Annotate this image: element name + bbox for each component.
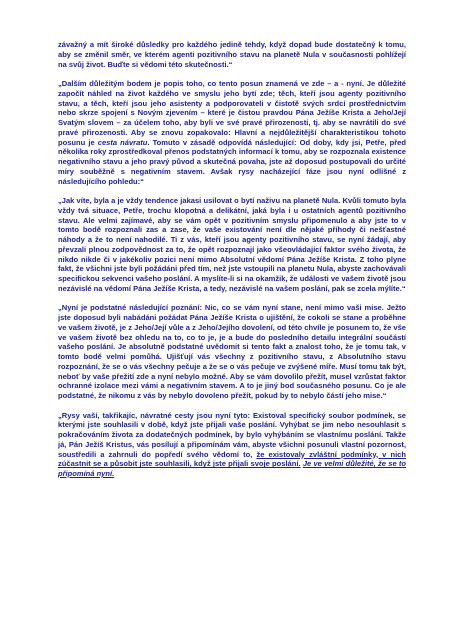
paragraph-1 (58, 40, 406, 69)
paragraph-text: „Nyní je podstatné následující poznání: Nic, co se vám nyní stane, není mimo vaši mise. Ježto jste doposud byli nabádáni požádat Pána Ježíše Krista o ujištění, že cokoli se stane a proběhne ve vašem životě, je z Jeho/Její vůle a z Jeho/Jejího dovolení, od této chvíle je posunem to, že vše ve vašem životě bez ohledu na to, co to je, je a bude do posledního detailu integrální součástí vašeho poslání. Je absolutně podstatné uvědomit si tento fakt a znalost toho, že je tomu tak, v tomto bodě velmi pomůhá. Ujišťují vás všechny z pozitivního stavu, z Absolutního stavu rozpoznání, že se o vás všechny pečuje a že se o vás pečuje ve zvýšené míře. Musí tomu tak být, neboť by vaše přežití zde a nyní nebylo možné. Aby se vám dovolilo přežít, musel vzrůstat faktor ochranné izolace mezi vámi a negativním stavem. A to je jiný bod současného posunu. Co je ale podstatné, že nikomu z vás by nebylo dovoleno přežít, pokud by to nebylo částí jeho mise.“ (58, 303, 406, 400)
paragraph-gap (58, 69, 406, 79)
paragraph-2 (58, 79, 406, 186)
paragraph-gap (58, 401, 406, 411)
paragraph-3 (58, 196, 406, 294)
paragraph-text: . Tomuto v zásadě odpovídá následující: Od doby, kdy jsi, Petře, před několika roky zprostředkoval přenos podstatných informací k tomu, aby se rozpoznala existence negativního stavu a jeho pravý původ a skutečná povaha, jste až doposud postupovali do určité míry souběžně s negativním stavem. Avšak rysy nacházející fáze jsou nyní odlišné z následujícího pohledu:“ (58, 137, 406, 186)
paragraph-text: „Dalším důležitým bodem je popis toho, co tento posun znamená ve zde – a - nyní. Je důležité započít náhled na život každého ve smyslu jeho bytí zde; těch, kteří jsou agenty pozitivního stavu, a těch, kteří jsou jeho asistenty a podporovateli v čistotě svých srdcí prostřednictvím nebo skrze spojení s Novým zjevením – které je čistou pravdou Pána Ježíše Krista a Jeho/Její Svatým slovem – za účelem toho, aby byli ve své pravé přirozenosti, tj. aby se navrátili do své pravé přirozenosti. Aby se znovu zopakovalo: Hlavní a nejdůležitější charakteristikou tohoto posunu je (58, 79, 406, 147)
paragraph-text: „Rysy vaší, takřikajíc, návratné cesty jsou nyní tyto: Existoval specifický soubor podmínek, se kterými jste souhlasili v době, když jste přijali vaše poslání. Vyhýbat se jim nebo nesouhlasit s pokračováním života za dodatečných podmínek, by bylo vyhýbáním se vlastnímu poslání. Takže já, Pán Ježíš Kristus, vás posílují a připomínám vám, abyste všichni posunuli vlastní pozornost, soustředili a zahrnuli do popředí svého vědomí to, (58, 410, 406, 459)
paragraph-gap (58, 294, 406, 304)
paragraph-text: „Jak víte, byla a je vždy tendence jakasi usilovat o bytí naživu na planetě Nula. Kvůli tomuto byla vždy tvá situace, Petře, trochu klopotná a delikátní, jaká byla i u ostatních agentů pozitivního stavu. Ale velmi zajímavé, aby se vám opět v pozitivním smyslu připomenulo a aby jste to v tomto bodě rozpoznali zas a zase, že vaše existování není dle nějaké příhody či nešťastné náhody a že to není nahodilé. Ti z vás, kteří jsou agenty pozitivního stavu, se nyní žádají, aby převzali plnou zodpovědnost za to, že opět rozpoznají jako všeovládající faktor svého života, že nikdo nikde či v jakékoliv pozici není mimo Absolutní vědomí Pána Ježíše Krista. Z toho plyne fakt, že všichni jste byli požádáni před tím, než jste vstoupili na planetu Nula, abyste zachovávali specifickou sekvenci vašeho poslání. A myslíte-li si na okamžik, že události ve vašem životě jsou nezávislé na vědomí Pána Ježíše Krista, a tedy, nezávislé na vašem poslání, pak se zcela mýlíte.“ (58, 196, 406, 293)
paragraph-5 (58, 411, 406, 479)
italic-phrase: cesta návratu (97, 137, 148, 147)
document-body (58, 40, 406, 479)
paragraph-gap (58, 186, 406, 196)
underlined-phrase: že existovaly zvláštní podmínky, v nich zúčastnit se a působit jste souhlasili, když jste přijali svoje poslání. (58, 449, 406, 469)
paragraph-text: závažný a mít široké důsledky pro každého jedině tehdy, když dopad bude dostatečný k tomu, aby se změnil směr, ve kterém agenti pozitivního stavu na planetě Nula v současnosti pohlížejí na svůj život. Buďte si vědomi této skutečnosti.“ (58, 40, 406, 69)
paragraph-4 (58, 303, 406, 401)
emphasized-phrase: Je ve velmi důležité, že se to připomíná nyní. (58, 459, 406, 478)
